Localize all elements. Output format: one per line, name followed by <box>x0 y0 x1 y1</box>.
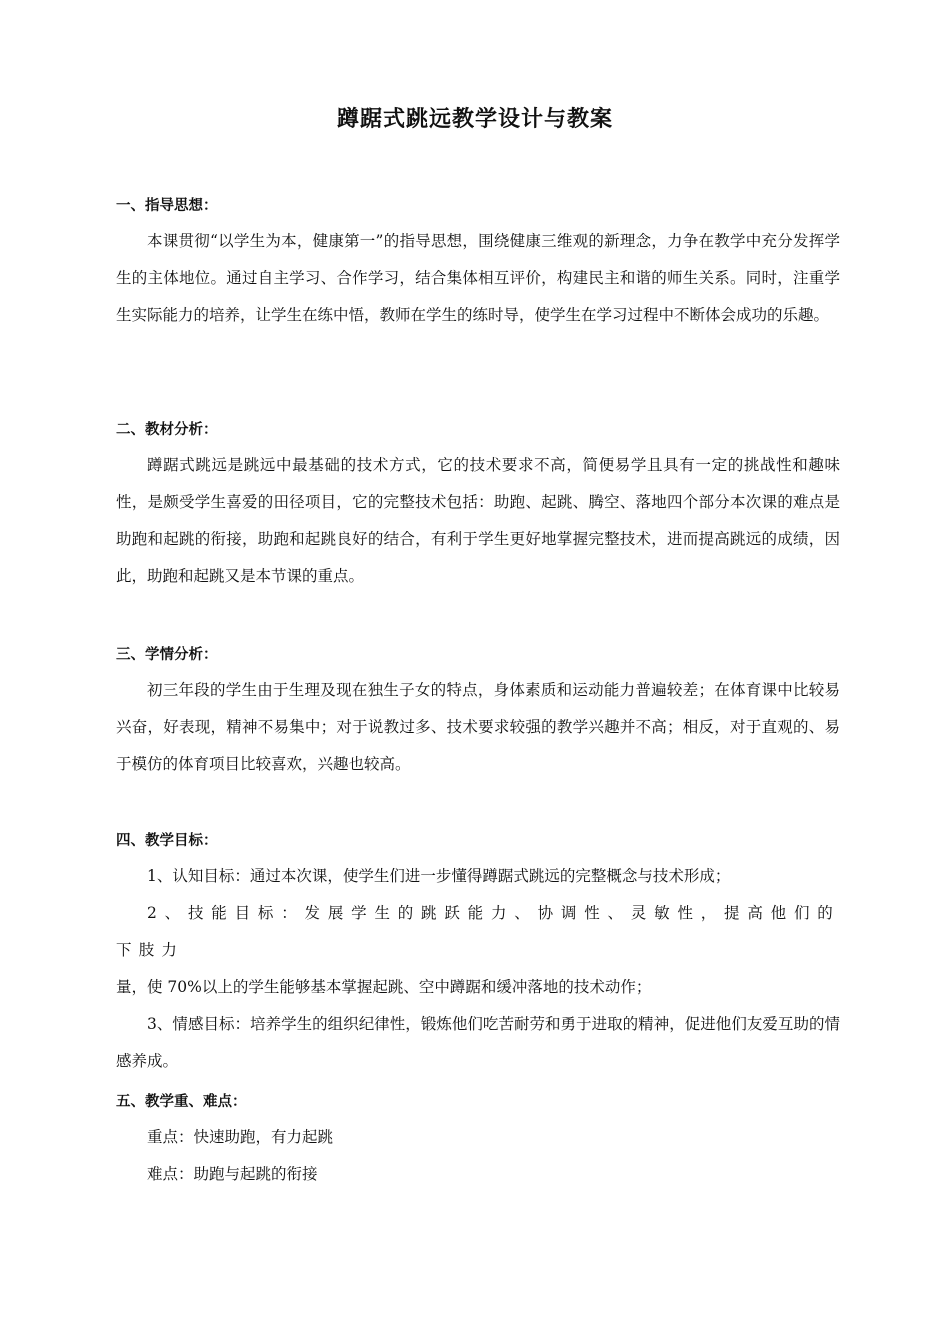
section-student-analysis <box>116 645 840 783</box>
section-heading: 二、教材分析： <box>116 421 218 438</box>
section-key-points <box>116 1092 840 1193</box>
objective-cognitive: 1、认知目标：通过本次课，使学生们进一步懂得蹲踞式跳远的完整概念与技术形成； <box>147 867 731 885</box>
key-point: 重点：快速助跑，有力起跳 <box>147 1128 334 1146</box>
section-paragraph: 蹲踞式跳远是跳远中最基础的技术方式，它的技术要求不高，简便易学且具有一定的挑战性和趣味性，是颇受学生喜爱的田径项目，它的完整技术包括：助跑、起跳、腾空、落地四个部分本次课的难点是助跑和起跳的衔接，助跑和起跳良好的结合，有利于学生更好地掌握完整技术，进而提高跳远的成绩，因此，助跑和起跳又是本节课的重点。 <box>116 456 840 585</box>
section-heading: 一、指导思想： <box>116 197 218 214</box>
section-guiding-ideology <box>116 196 840 334</box>
section-teaching-objectives <box>116 831 840 1080</box>
objective-skill-continued: 量，使 70%以上的学生能够基本掌握起跳、空中蹲踞和缓冲落地的技术动作； <box>116 978 652 996</box>
section-heading: 三、学情分析： <box>116 646 218 663</box>
document-title: 蹲踞式跳远教学设计与教案 <box>336 106 613 132</box>
section-paragraph: 初三年段的学生由于生理及现在独生子女的特点，身体素质和运动能力普遍较差；在体育课中比较易兴奋，好表现，精神不易集中；对于说教过多、技术要求较强的教学兴趣并不高；相反，对于直观的、易于模仿的体育项目比较喜欢，兴趣也较高。 <box>116 681 840 773</box>
section-heading: 四、教学目标： <box>116 832 218 849</box>
difficult-point: 难点：助跑与起跳的衔接 <box>147 1165 318 1183</box>
section-paragraph: 本课贯彻“以学生为本，健康第一”的指导思想，围绕健康三维观的新理念，力争在教学中充分发挥学生的主体地位。通过自主学习、合作学习，结合集体相互评价，构建民主和谐的师生关系。同时，注重学生实际能力的培养，让学生在练中悟，教师在学生的练时导，使学生在学习过程中不断体会成功的乐趣。 <box>116 232 840 324</box>
objective-skill: 2、技能目标：发展学生的跳跃能力、协调性、灵敏性，提高他们的下肢力 <box>116 904 840 959</box>
section-material-analysis <box>116 420 840 595</box>
objective-affective: 3、情感目标：培养学生的组织纪律性，锻炼他们吃苦耐劳和勇于进取的精神，促进他们友爱互助的情感养成。 <box>116 1015 840 1070</box>
section-heading: 五、教学重、难点： <box>116 1093 247 1110</box>
